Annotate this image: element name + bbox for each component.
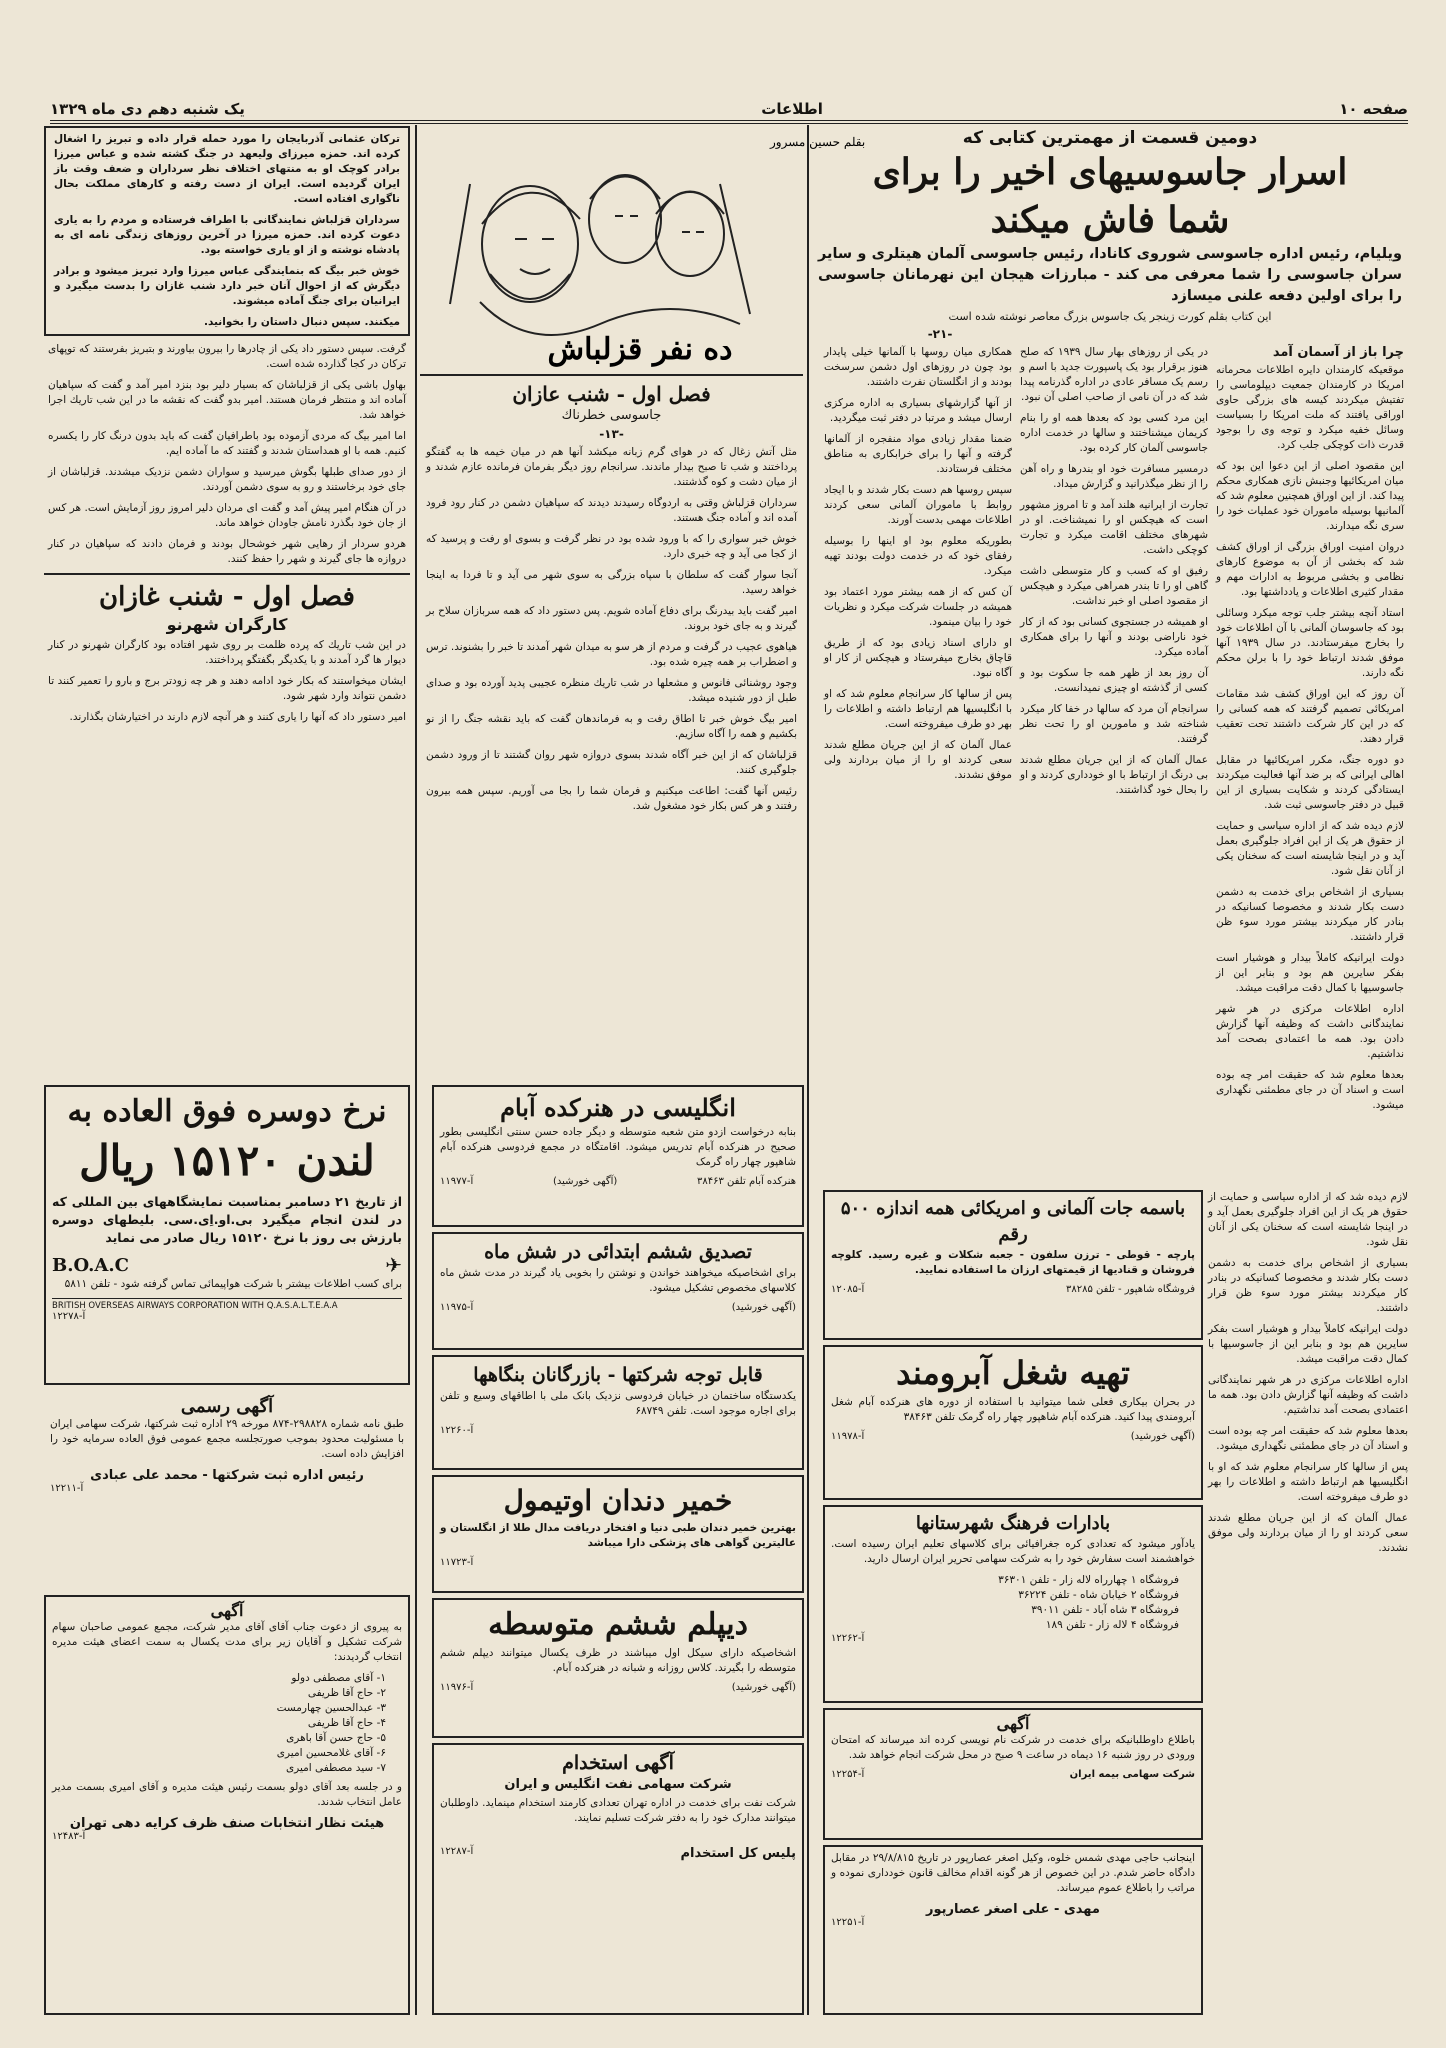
airplane-icon: ✈ [385, 1253, 402, 1277]
serial-intro-box [44, 126, 410, 336]
ad-notice-sign: هیئت نظار انتخابات صنف ظرف کرایه دهی تهران [69, 1816, 385, 1831]
ad-notice-code: آ-۱۲۴۸۳ [52, 1831, 86, 1842]
member-item: ۷- سید مصطفی امیری [285, 1762, 386, 1774]
story-paragraph: امیر بیگ خوش خبر تا اطاق رفت و به فرماندهان گفت که باید نقشه جنگ را از نو بکشیم و همه را آگاه سازیم. [426, 713, 797, 740]
ad-english-title: انگلیسی در هنرکده آبام [500, 1093, 736, 1122]
spy-paragraph: ضمنا مقدار زیادی مواد منفجره از آلمانها گرفته و آنها را برای خرابکاری به مناطق مختلف فرستادند. [824, 433, 1012, 475]
serial-intro: ترکان عثمانی آذربایجان را مورد حمله قرار داده و تبریز را اشغال کرده اند. حمزه میرزای ولیعهد در جنگ کشته شده و عباس میرزا برادر کوچک او به منتهای اختلاف نظر سرداران و ضعف وقت باز ایران گردیده است. ایران از دست رفته و کارهای مملکت بحال ناگواری افتاده است. [54, 133, 400, 205]
story-number: -۱۳- [599, 427, 624, 441]
spy-paragraph: عمال آلمان که از این جریان مطلع شدند بی درنگ از ارتباط با او خودداری کردند و او را بحال خود گذاشتند. [1020, 754, 1208, 796]
ad-sixth-text: برای اشخاصیکه میخواهند خواندن و نوشتن را بخوبی یاد گیرند در مدت شش ماه کلاسهای مخصوص تشکیل میشود. [440, 1267, 796, 1294]
ad-notice-title: آگهی [210, 1601, 244, 1620]
ad-notice2-title: آگهی [996, 1714, 1030, 1733]
ad-court-code: آ-۱۲۲۵۱ [831, 1917, 865, 1928]
spy-paragraph: همکاری میان روسها با آلمانها خیلی پایدار بود چون در روزهای اول دشمن سرسخت بودند و از انگلستان نفرت داشتند. [824, 346, 1012, 388]
ad-english-footer [440, 1176, 796, 1187]
spy-paragraph: بطوریکه معلوم بود او اینها را بوسیله رفقای خود که در خدمت دولت بودند تهیه میکرد. [824, 535, 1012, 577]
spy-paragraph: دو دوره جنگ، مکرر امریکائیها در مقابل اهالی ایرانی که بر ضد آنها فعالیت میکردند ایستادگی کردند و شکایت بسیاری از این قبیل در دفتر جاسوسی ثبت شد. [1216, 754, 1404, 811]
ad-toothpaste-code: آ-۱۱۷۲۳ [440, 1557, 474, 1568]
serial-article [44, 124, 410, 1124]
spy-deck: ویلیام، رئیس اداره جاسوسی شوروی کانادا، رئیس جاسوسی آلمان هیتلری و سایر سران جاسوسی را شما معرفی می کند - مبارزات هیجان این نهرمانان جاسوسی را برای اولین دفعه علنی میسازد [818, 246, 1402, 304]
spy-byline: این کتاب بقلم کورت زینجر یک جاسوس بزرگ معاصر نوشته شده است [948, 310, 1272, 323]
ad-english-note: (آگهی خورشید) [552, 1176, 618, 1187]
spy-paragraph: عمال آلمان که از این جریان مطلع شدند سعی کردند او را از میان بردارند ولی موفق نشدند. [824, 739, 1012, 781]
story-paragraph: سرداران قزلباش وقتی به اردوگاه رسیدند دیدند که سپاهیان دشمن در کنار رود فرود آمده اند و آماده جنگ هستند. [426, 497, 797, 524]
ad-bags-footer [831, 1284, 1195, 1295]
ad-bags-contact: فروشگاه شاهپور - تلفن ۳۸۲۸۵ [1066, 1284, 1195, 1295]
serial-intro: سرداران قزلباش نمایندگانی با اطراف فرستاده و مردم را به یاری دعوت کرده اند. حمزه میرزا در آخرین روزهای زندگی نامه ای به پادشاه نوشته و از او یاری خواسته بود. [54, 214, 400, 256]
spy-columns [812, 345, 1408, 1119]
story-paragraph: رئیس آنها گفت: اطاعت میکنیم و فرمان شما را بجا می آوریم. سپس همه بیرون رفتند و هر کس بکار خود مشغول شد. [426, 785, 797, 812]
illustration-caption: ده نفر قزلباش [547, 332, 733, 367]
spy-paragraph: بسیاری از اشخاص برای خدمت به دشمن دست بکار شدند و مخصوصا کسانیکه در بنادر کار میکردند بیشتر مورد سوء ظن قرار داشتند. [1208, 1257, 1408, 1314]
ad-diploma-text: اشخاصیکه دارای سیکل اول میباشند در ظرف یکسال میتوانند دیپلم ششم متوسطه را بگیرند. کلاس روزانه و شبانه در هنرکده آبام. [440, 1647, 796, 1674]
ad-boac-title-1: نرخ دوسره فوق العاده به [67, 1094, 387, 1129]
ad-notice-members [52, 1671, 402, 1776]
warriors-illustration [420, 124, 866, 374]
spy-paragraph: دولت ایرانیکه کاملاً بیدار و هوشیار است بفکر سایرین هم بود و بنابر این از جاسوسیها با کمال دقت مراقبت میشد. [1216, 952, 1404, 994]
spy-paragraph: اداره اطلاعات مرکزی در هر شهر نمایندگانی داشت که وظیفه آنها گزارش دادن بود. همه ما اعتمادی بصحت آمد نداشتیم. [1208, 1374, 1408, 1416]
spy-paragraph: از آنها گزارشهای بسیاری به اداره مرکزی ارسال میشد و مرتبا در دفتر ثبت میگردید. [824, 397, 1012, 424]
spy-paragraph: بسیاری از اشخاص برای خدمت به دشمن دست بکار شدند و مخصوصا کسانیکه در بنادر کار میکردند بیشتر مورد سوء ظن قرار داشتند. [1216, 886, 1404, 943]
ad-hire-text: شرکت نفت برای خدمت در اداره تهران تعدادی کارمند استخدام مینماید. داوطلبان میتوانند مدارک خود را به دفتر شرکت تسلیم نمایند. [440, 1797, 796, 1824]
spy-paragraph: او همیشه در جستجوی کسانی بود که از کار خود ناراضی بودند و آنها را برای همکاری آماده میکرد. [1020, 616, 1208, 658]
spy-paragraph: در یکی از روزهای بهار سال ۱۹۳۹ که صلح هنوز برقرار بود یک پاسپورت جدید با اسم و رسم یک مسافر عادی در اداره گذرنامه پیدا شد که در آن نامی از صاحب اصلی آن نبود. [1020, 346, 1208, 403]
ad-toothpaste-text: بهترین خمیر دندان طبی دنیا و افتخار دریافت مدال طلا از انگلستان و عالیترین گواهی های پزشکی دارا میباشد [440, 1522, 796, 1549]
member-item: ۵- حاج حسن آقا باهری [286, 1732, 386, 1744]
ad-english-text: بنابه درخواست ازدو متن شعبه متوسطه و دیگر جاده حسن سنتی انگلیسی بطور صحیح در هنرکده آبام تدریس میشود. اقامتگاه در مجمع فردوسی هنرکده آبام شاهپور چهار راه گرمک [440, 1126, 796, 1168]
ad-hire [432, 1743, 804, 2015]
page-number: صفحه ۱۰ [1339, 100, 1408, 118]
member-item: ۳- عبدالحسین چهارمست [276, 1702, 386, 1714]
ad-hire-footer [440, 1846, 796, 1861]
ad-job-text: در بحران بیکاری فعلی شما میتوانید با استفاده از دوره های هنرکده آبام شغل آبرومندی پیدا کنید. هنرکده آبام شاهپور چهار راه گرمک تلفن ۳۸۴۶۳ [831, 1396, 1195, 1423]
spy-continuation [1208, 1190, 1408, 2015]
ad-boac-footer: BRITISH OVERSEAS AIRWAYS CORPORATION WITH Q.A.S.A.L.T.E.A.A [52, 1298, 402, 1311]
masthead-title: اطلاعات [761, 100, 823, 118]
spy-column-left [824, 345, 1012, 1119]
spy-paragraph: این مقصود اصلی از این دعوا این بود که میان امریکائیها وجنبش نازی همکاری محکم پیدا کند. از این اوراق همچنین معلوم شد که آلمانیها بوسیله ماموران خود عملیات خود را سری نگه میدارند. [1216, 460, 1404, 532]
member-item: ۶- آقای غلامحسین امیری [276, 1747, 386, 1759]
spy-paragraph: پس از سالها کار سرانجام معلوم شد که او با انگلیسیها هم ارتباط داشته و اطلاعات را بهر دو طرف میفروخته است. [1208, 1461, 1408, 1503]
ad-diploma-note: (آگهی خورشید) [731, 1682, 796, 1693]
ad-culture-text: یادآور میشود که تعدادی کره جغرافیائی برای کلاسهای تعلیم ایران رسیده است. خواهشمند است سفارش خود را به شرکت سهامی تحریر ایران ارسال دارید. [831, 1538, 1195, 1565]
ad-sixth-code: آ-۱۱۹۷۵ [440, 1302, 474, 1313]
spy-paragraph: او دارای اسناد زیادی بود که از طریق قاچاق بخارج میفرستاد و هیچکس از کار او آگاه نبود. [824, 637, 1012, 679]
ad-job [823, 1345, 1203, 1500]
ad-court [823, 1845, 1203, 2015]
spy-headline-2: شما فاش میکند [990, 199, 1230, 241]
spy-paragraph: اداره اطلاعات مرکزی در هر شهر نمایندگانی داشت که وظیفه آنها گزارش دادن بود. همه ما اعتمادی بصحت آمد نداشتیم. [1216, 1003, 1404, 1060]
serial-paragraph: در آن هنگام امیر پیش آمد و گفت ای مردان دلیر امروز روز آزمایش است. هر کس از جان خود بگذرد نامش جاودان خواهد ماند. [48, 502, 406, 529]
spy-paragraph: آن روز بعد از ظهر همه جا سکوت بود و کسی از گذشته او چیزی نمیدانست. [1020, 667, 1208, 694]
spy-paragraph: دولت ایرانیکه کاملاً بیدار و هوشیار است بفکر سایرین هم بود و بنابر این از جاسوسیها با کمال دقت مراقبت میشد. [1208, 1323, 1408, 1365]
store-item: فروشگاه ۲ خیابان شاه - تلفن ۳۶۲۲۴ [1018, 1589, 1179, 1601]
ad-court-sign: مهدی - علی اصغر عصارپور [926, 1902, 1100, 1917]
ad-boac-brand: B.O.A.C [52, 1254, 129, 1276]
story-paragraph: خوش خبر سواری را که با ورود شده بود در نظر گرفت و بسوی او رفت و پرسید که از کجا می آید و چه خبری دارد. [426, 533, 797, 560]
ad-hire-subtitle: شرکت سهامی نفت انگلیس و ایران [504, 1777, 732, 1792]
spy-paragraph: درمسیر مسافرت خود او بندرها و راه آهن را از نظر میگذرانید و گزارش میداد. [1020, 463, 1208, 490]
ad-boac-code: آ-۱۲۲۷۸ [52, 1311, 86, 1322]
serial-intro: خوش خبر بیگ که بنمایندگی عباس میرزا وارد تبریز میشود و برادر دیگرش که از احوال آنان خبر دارد شنب غازان را بدست میگیرد و ایرانیان برای جنگ آماده میشوند. [54, 265, 400, 307]
ad-banks-text: یکدستگاه ساختمان در خیابان فردوسی نزدیک بانک ملی با اطاقهای وسیع و تلفن برای اجاره موجود است. تلفن ۶۸۷۴۹ [440, 1390, 796, 1417]
story-article [420, 124, 866, 1184]
spy-column-right [1216, 345, 1404, 1119]
ad-notice2-footer [831, 1769, 1195, 1780]
story-subtitle: جاسوسی خطرناك [561, 408, 662, 423]
spy-paragraph: موقعیکه کارمندان دایره اطلاعات محرمانه امریکا در کارمندان جمعیت دیپلوماسی را تفتیش میکردند کیسه های بزرگی حاوی اوراقی یافتند که ملت امریکا را بسیاست وسائل خفیه میکرد و توجه وی را بوجود قدرت ذات کوچکی جلب کرد. [1216, 364, 1404, 451]
ad-culture-title: بادارات فرهنگ شهرستانها [915, 1513, 1111, 1534]
serial-paragraph: هردو سردار از رهایی شهر خوشحال بودند و فرمان دادند که سپاهیان در کنار دروازه ها جای گیرند و شهر را حفظ کنند. [48, 538, 406, 565]
story-paragraph: وجود روشنائی فانوس و مشعلها در شب تاریك منظره عجیبی پدید آورده بود و صدای طبل از دور شنیده میشد. [426, 677, 797, 704]
story-body [420, 445, 803, 814]
serial-paragraph: بهاول باشی یکی از قزلباشان که بسیار دلیر بود بنزد امیر آمد و گفت که سپاهیان آماده اند و منتظر فرمان هستند. امیر بدو گفت که نقشه ما در این شب تاریك اجرا خواهد شد. [48, 379, 406, 421]
ad-toothpaste [432, 1475, 804, 1593]
spy-paragraph: سپس روسها هم دست بکار شدند و با ایجاد روابط با ماموران آلمانی سعی کردند اطلاعات مهمی بدست آورند. [824, 484, 1012, 526]
ad-english-code: آ-۱۱۹۷۷ [440, 1176, 474, 1187]
ad-notice [44, 1595, 410, 2015]
spy-paragraph: استاد آنچه بیشتر جلب توجه میکرد وسائلی بود که جاسوسان آلمانی با آن اطلاعات خود را بخارج میفرستادند. در سال ۱۹۳۹ آنها موفق شدند ارتباط خود را با برلن محکم نگه دارند. [1216, 607, 1404, 679]
spy-paragraph: تجارت از ایرانیه هلند آمد و تا امروز مشهور است که هیچکس او را نمیشناخت. او در شهرهای مختلف اقامت میکرد و تجارت کوچکی داشت. [1020, 499, 1208, 556]
spy-paragraph: لازم دیده شد که از اداره سیاسی و حمایت از حقوق هر یک از این افراد جلوگیری بعمل آید و در اینجا شایسته است که سخنان یکی از آنان نقل شود. [1208, 1191, 1408, 1248]
ad-culture [823, 1505, 1203, 1703]
spy-paragraph: سرانجام آن مرد که سالها در خفا کار میکرد شناخته شد و مامورین او را تحت نظر گرفتند. [1020, 703, 1208, 745]
serial-chapter-subtitle: کارگران شهرنو [166, 615, 288, 634]
spy-paragraph: بعدها معلوم شد که حقیقت امر چه بوده است و اسناد آن در جای مطمئنی نگهداری میشود. [1208, 1425, 1408, 1452]
spy-paragraph: رفیق او که کسب و کار متوسطی داشت گاهی او را تا بندر همراهی میکرد و هیچکس از مقصود اصلی او خبر نداشت. [1020, 565, 1208, 607]
issue-date: یک شنبه دهم دی ماه ۱۳۲۹ [50, 100, 245, 118]
ad-bags [823, 1190, 1203, 1340]
spy-paragraph: لازم دیده شد که از اداره سیاسی و حمایت از حقوق هر یک از این افراد جلوگیری بعمل آید و در اینجا شایسته است که سخنان یکی از آنان نقل شود. [1216, 820, 1404, 877]
ad-banks-code: آ-۱۲۲۶۰ [440, 1425, 474, 1436]
serial-chapter-body [44, 638, 410, 725]
ad-official-sign: رئیس اداره ثبت شرکتها - محمد علی عبادی [90, 1468, 364, 1483]
ad-job-title: تهیه شغل آبرومند [896, 1354, 1130, 1392]
ad-job-code: آ-۱۱۹۷۸ [831, 1431, 865, 1442]
serial-paragraph: امیر دستور داد که آنها را یاری کنند و هر آنچه لازم دارند در اختیارشان بگذارند. [69, 711, 406, 723]
spy-paragraph: آن روز که این اوراق کشف شد مقامات امریکائی تصمیم گرفتند که همه کسانی را که در این کار شرکت داشتند تحت تعقیب قرار دهند. [1216, 688, 1404, 745]
store-item: فروشگاه ۴ لاله زار - تلفن ۱۸۹ [1045, 1619, 1179, 1631]
ad-culture-code: آ-۱۲۲۶۲ [831, 1633, 865, 1644]
ad-boac-title-2: لندن ۱۵۱۲۰ ریال [79, 1136, 375, 1185]
ad-diploma-footer [440, 1682, 796, 1693]
page-header [50, 98, 1408, 124]
story-illustration [420, 124, 866, 374]
ad-boac-brand-row [52, 1253, 402, 1277]
ad-sixth-footer [440, 1302, 796, 1313]
store-item: فروشگاه ۱ چهارراه لاله زار - تلفن ۳۶۳۰۱ [998, 1574, 1179, 1586]
story-paragraph: قزلباشان که از این خبر آگاه شدند بسوی دروازه شهر روان گشتند تا از ورود دشمن جلوگیری کنند. [426, 749, 797, 776]
ad-bags-title: باسمه جات آلمانی و امریکائی همه اندازه ۵۰۰ رقم [840, 1198, 1186, 1245]
ad-english [432, 1085, 804, 1227]
ad-official-text: طبق نامه شماره ۲۹۸۸۲۸-۸۷۴ مورخه ۲۹ اداره ثبت شرکتها، شرکت سهامی ایران با مسئولیت محدود بموجب صورتجلسه مجمع عمومی فوق العاده سرمایه خود را افزایش داده است. [50, 1418, 404, 1460]
serial-paragraph: ایشان میخواستند که بکار خود ادامه دهند و هر چه زودتر برج و بارو را تعمیر کنند تا دشمن نتواند وارد شهر شود. [48, 675, 406, 702]
spy-headline-1: اسرار جاسوسیهای اخیر را برای [872, 151, 1348, 193]
ad-boac-text: از تاریخ ۲۱ دسامبر بمناسبت نمایشگاههای بین المللی که در لندن انجام میگیرد بی.او.اِی.سی. بلیطهای دوسره بارزش بی روز با نرخ ۱۵۱۲۰ ریال صادر می نماید [52, 1194, 402, 1245]
spy-paragraph: این مرد کسی بود که بعدها همه او را بنام کریمان میشناختند و سالها در خدمت اداره جاسوسی آلمان کار کرده بود. [1020, 412, 1208, 454]
column-rule [807, 125, 809, 2015]
serial-paragraph: گرفت. سپس دستور داد یکی از چادرها را بیرون بیاورند و بتبریز بفرستند که توپهای ترکان در کجا گذارده شده است. [48, 343, 406, 370]
ad-job-note: (آگهی خورشید) [1130, 1431, 1195, 1442]
member-item: ۲- حاج آقا ظریفی [307, 1687, 386, 1699]
serial-paragraph: در این شب تاریك که پرده ظلمت بر روی شهر افتاده بود کارگران شهرنو در کنار دیوار ها گرد آمدند و با یکدیگر بگفتگو پرداختند. [48, 639, 406, 666]
ad-bags-text: پارچه - قوطی - ترزن سلفون - جعبه شکلات و غیره رسید. کلوچه فروشان و قنادیها از قیمتهای ارزان ما استفاده نمایید. [831, 1249, 1195, 1276]
spy-paragraph: آن کس که از همه بیشتر مورد اعتماد بود همیشه در جلسات شرکت میکرد و نظریات خود را بیان مینمود. [824, 586, 1012, 628]
serial-paragraph: از دور صدای طبلها بگوش میرسید و سواران دشمن نزدیک میشدند. قزلباشان از جای خود برخاستند و رو به سوی دشمن آوردند. [48, 466, 406, 493]
story-paragraph: امیر گفت باید بیدرنگ برای دفاع آماده شویم. پس دستور داد که همه سربازان سلاح بر گیرند و به جای خود بروند. [426, 605, 797, 632]
ad-sixth-title: تصدیق ششم ابتدائی در شش ماه [484, 1241, 752, 1263]
ad-diploma-code: آ-۱۱۹۷۶ [440, 1682, 474, 1693]
divider [44, 573, 410, 575]
ad-boac [44, 1085, 410, 1385]
serial-paragraph: اما امیر بیگ که مردی آزموده بود باطرافیان گفت که باید بدون درنگ کار را یکسره کنیم. همه با او همداستان شدند و گفتند که ما آماده ایم. [48, 430, 406, 457]
ad-notice2-sign: شرکت سهامی بیمه ایران [1069, 1769, 1195, 1780]
story-paragraph: آنجا سوار گفت که سلطان با سپاه بزرگی به سوی شهر می آید و تا فردا به اینجا خواهد رسید. [426, 569, 797, 596]
spy-paragraph: پس از سالها کار سرانجام معلوم شد که او با انگلیسیها هم ارتباط داشته و اطلاعات را بهر دو طرف میفروخته است. [824, 688, 1012, 730]
ad-notice2-text: باطلاع داوطلبانیکه برای خدمت در شرکت نام نویسی کرده اند میرساند که امتحان ورودی در روز شنبه ۱۶ دیماه در ساعت ۹ صبح در محل شرکت انجام خواهد شد. [831, 1734, 1195, 1761]
ad-hire-code: آ-۱۲۲۸۷ [440, 1846, 474, 1857]
spy-paragraph: بعدها معلوم شد که حقیقت امر چه بوده است و اسناد آن در جای مطمئنی نگهداری میشود. [1216, 1069, 1404, 1111]
ad-boac-contact: برای کسب اطلاعات بیشتر با شرکت هواپیمائی تماس گرفته شود - تلفن ۵۸۱۱ [64, 1278, 402, 1290]
ad-hire-title: آگهی استخدام [562, 1752, 674, 1774]
ad-official [44, 1392, 410, 1592]
serial-chapter-title: فصل اول - شنب غازان [99, 582, 355, 612]
ad-official-title: آگهی رسمی [180, 1396, 274, 1417]
story-paragraph: هیاهوی عجیب در گرفت و مردم از هر سو به میدان شهر آمدند تا خبر را بشنوند. ترس و اضطراب بر همه چیره شده بود. [426, 641, 797, 668]
ad-diploma-title: دیپلم ششم متوسطه [488, 1607, 748, 1642]
ad-english-contact: هنرکده آبام تلفن ۳۸۴۶۳ [696, 1176, 796, 1187]
ad-notice2-code: آ-۱۲۲۵۴ [831, 1769, 865, 1780]
member-item: ۱- آقای مصطفی دولو [291, 1672, 386, 1684]
ad-notice2 [823, 1708, 1203, 1840]
spy-paragraph: عمال آلمان که از این جریان مطلع شدند سعی کردند او را از میان بردارند ولی موفق نشدند. [1208, 1512, 1408, 1554]
ad-sixth-note: (آگهی خورشید) [731, 1302, 796, 1313]
column-rule [415, 125, 417, 2015]
spy-paragraph: دروان امنیت اوراق بزرگی از اوراق کشف شد که بخشی از آن به موضوع کارهای نظامی و بخشی مربوط به ادارات مهم و مقدار کثیری اطلاعات و یادداشتها بود. [1216, 541, 1404, 598]
ad-banks [432, 1355, 804, 1470]
spy-column-middle [1020, 345, 1208, 1119]
member-item: ۴- حاج آقا ظریفی [307, 1717, 386, 1729]
ad-culture-stores [831, 1573, 1195, 1633]
ad-court-text: اینجانب حاجی مهدی شمس خلوه، وکیل اصغر عصارپور در تاریخ ۲۹/۸/۸۱۵ در مقابل دادگاه حاضر شدم. در این خصوص از هر گونه اقدام مخالف قانون خودداری نموده و مراتب را باطلاع عموم میرساند. [831, 1852, 1195, 1894]
story-title: فصل اول - شنب عازان [512, 382, 711, 406]
spy-number: -۲۱- [927, 327, 953, 341]
spy-kicker: دومین قسمت از مهمترین کتابی که [962, 128, 1258, 148]
spy-subhead: چرا باز از آسمان آمد [1272, 345, 1404, 360]
ad-official-code: آ-۱۲۲۱۱ [50, 1483, 84, 1494]
story-paragraph: مثل آتش زغال که در هوای گرم زبانه میکشد آنها هم در میان خیمه ها به گفتگو پرداختند و شب تا صبح بیدار ماندند. سرانجام روز دیگر بفرمان فرمانده عازم شدند و از میان دشت و کوه گذشتند. [426, 446, 797, 488]
serial-intro: میکنند. سپس دنبال داستان را بخوانید. [203, 316, 400, 328]
ad-banks-title: قابل توجه شرکتها - بازرگانان بنگاهها [473, 1364, 763, 1386]
ad-notice-text: به پیروی از دعوت جناب آقای آقای مدیر شرکت، مجمع عمومی صاحبان سهام شرکت تشکیل و آقایان زیر برای مدت یکسال به سمت اعضای هیئت مدیره انتخاب گردیدند: [52, 1621, 402, 1663]
ad-hire-sign: پلیس کل استخدام [680, 1846, 796, 1861]
ad-notice-closing: و در جلسه بعد آقای دولو بسمت رئیس هیئت مدیره و آقای امیری بسمت مدیر عامل انتخاب شدند. [52, 1781, 402, 1808]
ad-bags-code: آ-۱۲۰۸۵ [831, 1284, 865, 1295]
spy-article [812, 124, 1408, 1184]
ad-toothpaste-title: خمیر دندان اوتیمول [503, 1484, 733, 1517]
illustrator-signature: بقلم حسین مسرور [770, 135, 866, 149]
ad-sixth [432, 1232, 804, 1350]
serial-body [44, 336, 410, 567]
ad-diploma [432, 1598, 804, 1738]
store-item: فروشگاه ۳ شاه آباد - تلفن ۳۹۰۱۱ [1031, 1604, 1179, 1616]
ad-job-footer [831, 1431, 1195, 1442]
divider [420, 374, 803, 376]
